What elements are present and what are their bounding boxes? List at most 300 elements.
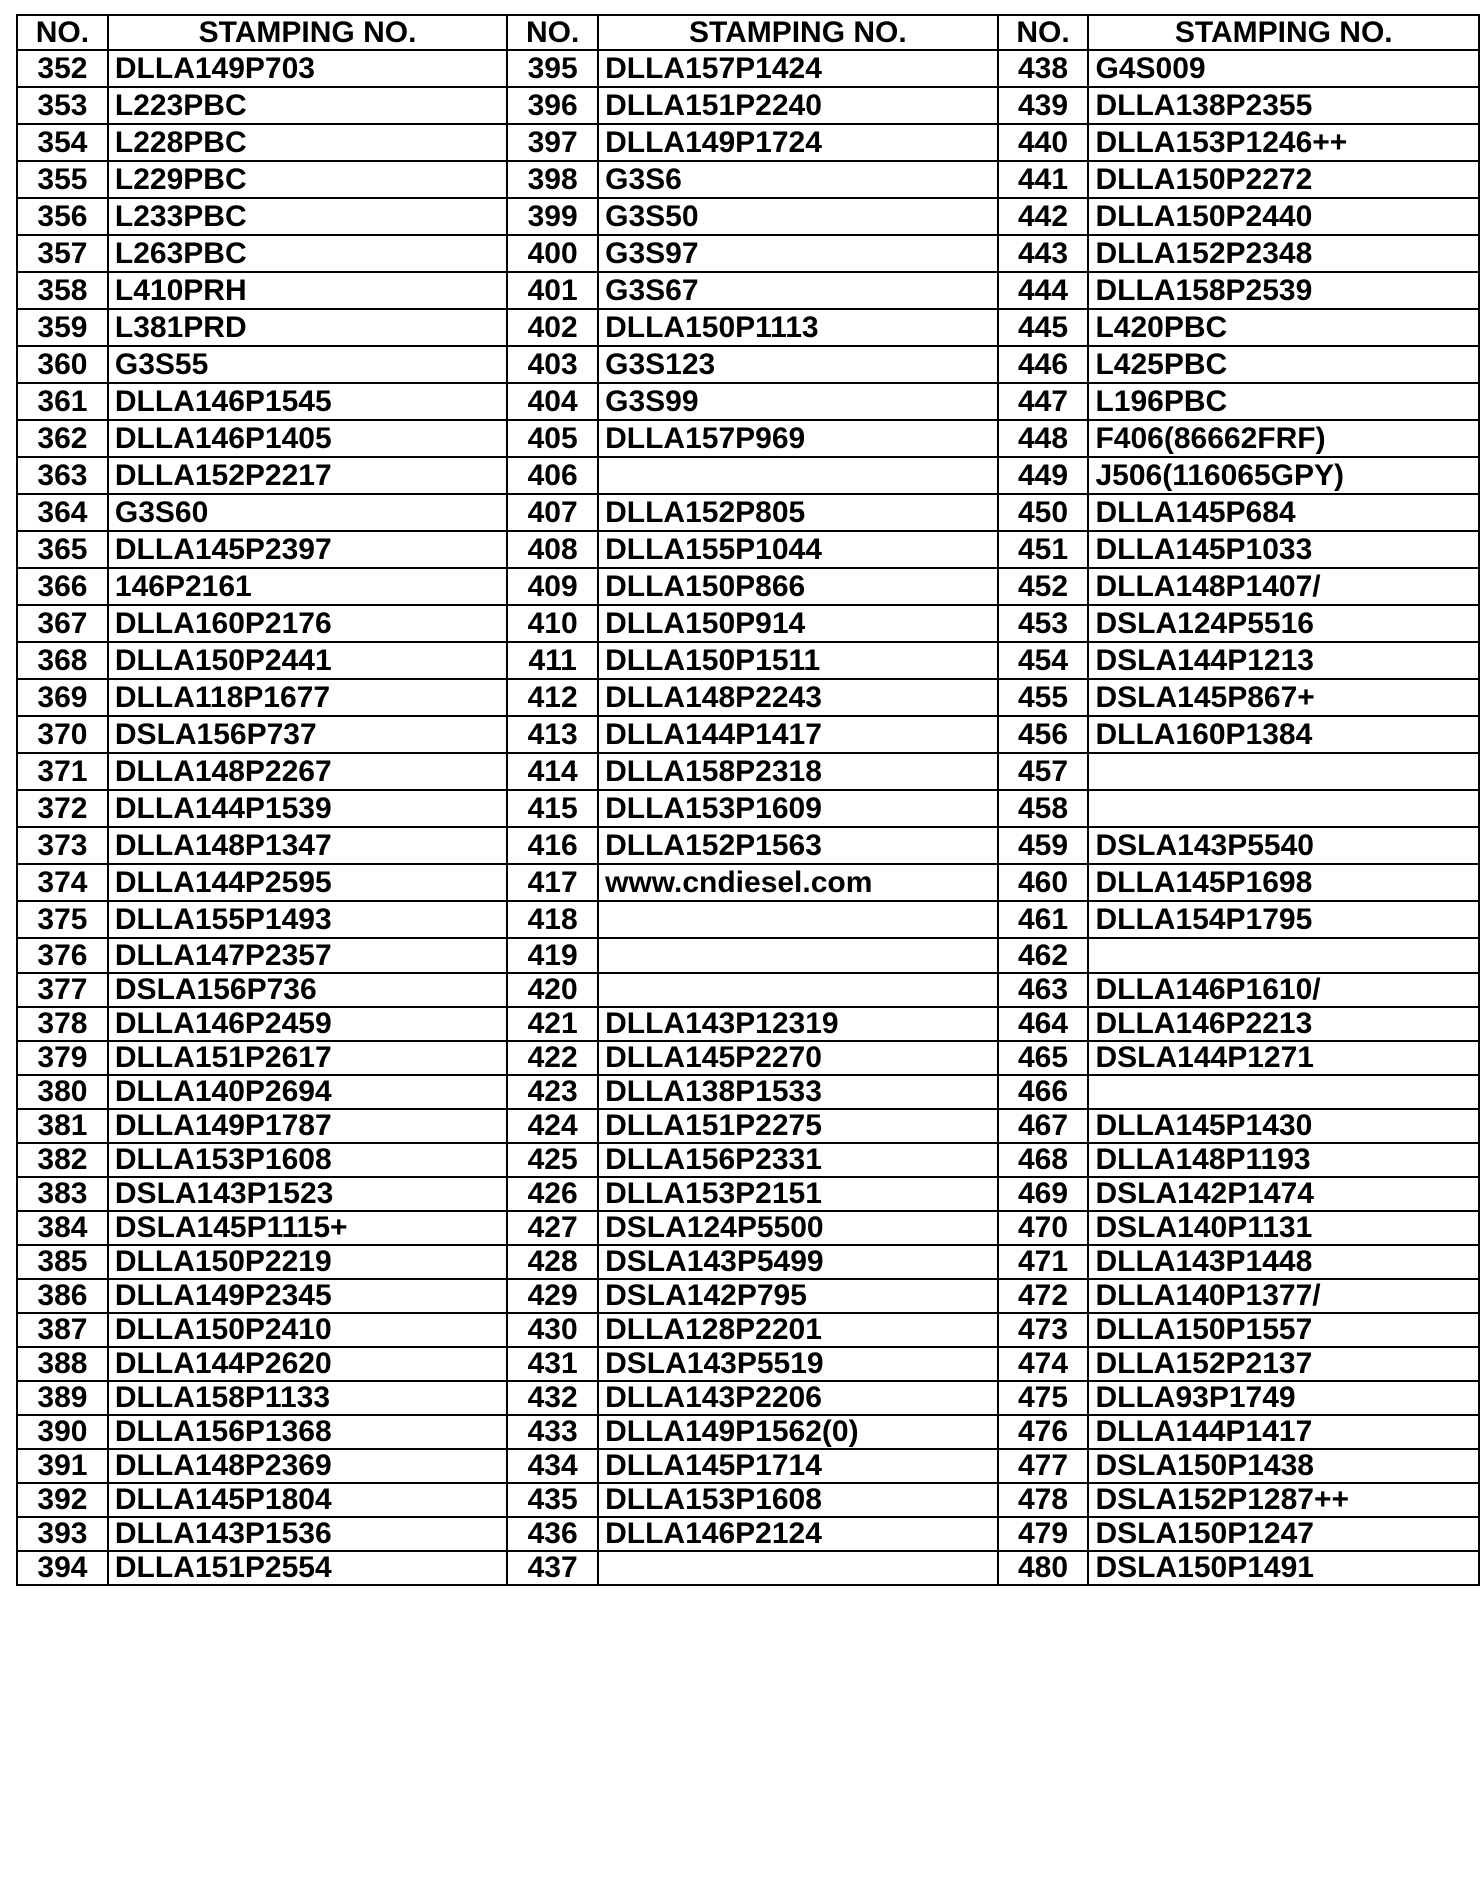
- row-number-cell: 461: [998, 901, 1089, 938]
- table-row: [17, 716, 1479, 753]
- row-number-cell: 378: [17, 1007, 108, 1041]
- stamping-number-cell: DLLA152P2348: [1088, 235, 1479, 272]
- row-number-cell: 455: [998, 679, 1089, 716]
- table-row: [17, 50, 1479, 87]
- stamping-number-cell: DLLA146P2124: [598, 1517, 997, 1551]
- table-row: [17, 494, 1479, 531]
- row-number-cell: 358: [17, 272, 108, 309]
- row-number-cell: 432: [507, 1381, 598, 1415]
- table-row: [17, 790, 1479, 827]
- row-number-cell: 444: [998, 272, 1089, 309]
- row-number-cell: 418: [507, 901, 598, 938]
- row-number-cell: 414: [507, 753, 598, 790]
- stamping-number-cell: DLLA156P1368: [108, 1415, 507, 1449]
- stamping-number-cell: DLLA150P1557: [1088, 1313, 1479, 1347]
- row-number-cell: 354: [17, 124, 108, 161]
- row-number-cell: 369: [17, 679, 108, 716]
- row-number-cell: 476: [998, 1415, 1089, 1449]
- stamping-number-cell: DLLA155P1044: [598, 531, 997, 568]
- row-number-cell: 417: [507, 864, 598, 901]
- row-number-cell: 360: [17, 346, 108, 383]
- row-number-cell: 407: [507, 494, 598, 531]
- stamping-number-cell: DSLA142P795: [598, 1279, 997, 1313]
- stamping-number-cell: DLLA143P2206: [598, 1381, 997, 1415]
- row-number-cell: 473: [998, 1313, 1089, 1347]
- row-number-cell: 372: [17, 790, 108, 827]
- stamping-number-cell: DLLA144P2620: [108, 1347, 507, 1381]
- stamping-number-cell: DSLA150P1247: [1088, 1517, 1479, 1551]
- row-number-cell: 480: [998, 1551, 1089, 1585]
- stamping-number-cell: DLLA153P1608: [598, 1483, 997, 1517]
- stamping-number-cell: DLLA148P1347: [108, 827, 507, 864]
- stamping-number-cell: DLLA150P2219: [108, 1245, 507, 1279]
- row-number-cell: 478: [998, 1483, 1089, 1517]
- stamping-number-cell: DLLA157P1424: [598, 50, 997, 87]
- table-row: [17, 235, 1479, 272]
- row-number-cell: 429: [507, 1279, 598, 1313]
- row-number-cell: 405: [507, 420, 598, 457]
- table-row: [17, 309, 1479, 346]
- row-number-cell: 380: [17, 1075, 108, 1109]
- stamping-number-cell: DLLA138P2355: [1088, 87, 1479, 124]
- stamping-number-cell: www.cndiesel.com: [598, 864, 997, 901]
- stamping-number-cell: DLLA148P1407/: [1088, 568, 1479, 605]
- row-number-cell: 382: [17, 1143, 108, 1177]
- row-number-cell: 462: [998, 938, 1089, 973]
- row-number-cell: 393: [17, 1517, 108, 1551]
- row-number-cell: 387: [17, 1313, 108, 1347]
- row-number-cell: 410: [507, 605, 598, 642]
- row-number-cell: 353: [17, 87, 108, 124]
- row-number-cell: 355: [17, 161, 108, 198]
- table-row: [17, 1245, 1479, 1279]
- header-stamping-no: STAMPING NO.: [1088, 15, 1479, 50]
- row-number-cell: 450: [998, 494, 1089, 531]
- stamping-number-cell: DLLA147P2357: [108, 938, 507, 973]
- stamping-number-cell: DLLA150P866: [598, 568, 997, 605]
- table-body: [17, 50, 1479, 1585]
- stamping-number-cell: G3S6: [598, 161, 997, 198]
- row-number-cell: 431: [507, 1347, 598, 1381]
- stamping-number-cell: J506(116065GPY): [1088, 457, 1479, 494]
- stamping-number-cell: DLLA146P2213: [1088, 1007, 1479, 1041]
- header-row: [17, 15, 1479, 50]
- row-number-cell: 366: [17, 568, 108, 605]
- stamping-number-cell: DLLA153P2151: [598, 1177, 997, 1211]
- table-row: [17, 1415, 1479, 1449]
- row-number-cell: 408: [507, 531, 598, 568]
- stamping-number-cell: [598, 973, 997, 1007]
- stamping-number-cell: DLLA143P12319: [598, 1007, 997, 1041]
- row-number-cell: 474: [998, 1347, 1089, 1381]
- table-row: [17, 1279, 1479, 1313]
- row-number-cell: 460: [998, 864, 1089, 901]
- stamping-number-cell: DLLA151P2554: [108, 1551, 507, 1585]
- stamping-number-cell: DSLA152P1287++: [1088, 1483, 1479, 1517]
- row-number-cell: 443: [998, 235, 1089, 272]
- table-row: [17, 1449, 1479, 1483]
- stamping-number-cell: L229PBC: [108, 161, 507, 198]
- table-row: [17, 383, 1479, 420]
- row-number-cell: 376: [17, 938, 108, 973]
- stamping-number-cell: DSLA150P1491: [1088, 1551, 1479, 1585]
- stamping-number-cell: DLLA153P1246++: [1088, 124, 1479, 161]
- row-number-cell: 446: [998, 346, 1089, 383]
- table-row: [17, 1551, 1479, 1585]
- stamping-number-cell: DLLA145P684: [1088, 494, 1479, 531]
- row-number-cell: 457: [998, 753, 1089, 790]
- table-row: [17, 827, 1479, 864]
- row-number-cell: 363: [17, 457, 108, 494]
- stamping-number-cell: DLLA156P2331: [598, 1143, 997, 1177]
- stamping-number-cell: DLLA150P2440: [1088, 198, 1479, 235]
- stamping-number-cell: DLLA152P2217: [108, 457, 507, 494]
- table-row: [17, 1177, 1479, 1211]
- stamping-number-cell: DLLA128P2201: [598, 1313, 997, 1347]
- stamping-number-cell: [598, 457, 997, 494]
- row-number-cell: 386: [17, 1279, 108, 1313]
- row-number-cell: 453: [998, 605, 1089, 642]
- stamping-number-cell: DSLA124P5500: [598, 1211, 997, 1245]
- row-number-cell: 413: [507, 716, 598, 753]
- stamping-number-cell: DSLA156P736: [108, 973, 507, 1007]
- row-number-cell: 383: [17, 1177, 108, 1211]
- table-row: [17, 1347, 1479, 1381]
- row-number-cell: 449: [998, 457, 1089, 494]
- stamping-number-cell: DLLA152P2137: [1088, 1347, 1479, 1381]
- row-number-cell: 433: [507, 1415, 598, 1449]
- stamping-number-cell: DLLA145P1430: [1088, 1109, 1479, 1143]
- row-number-cell: 377: [17, 973, 108, 1007]
- stamping-number-cell: DSLA140P1131: [1088, 1211, 1479, 1245]
- stamping-number-cell: DLLA146P2459: [108, 1007, 507, 1041]
- stamping-number-cell: G3S123: [598, 346, 997, 383]
- stamping-number-cell: DLLA145P1714: [598, 1449, 997, 1483]
- stamping-number-cell: F406(86662FRF): [1088, 420, 1479, 457]
- stamping-number-cell: L228PBC: [108, 124, 507, 161]
- stamping-number-cell: DLLA149P703: [108, 50, 507, 87]
- stamping-number-cell: DLLA151P2240: [598, 87, 997, 124]
- row-number-cell: 367: [17, 605, 108, 642]
- table-row: [17, 642, 1479, 679]
- header-no: NO.: [17, 15, 108, 50]
- row-number-cell: 434: [507, 1449, 598, 1483]
- stamping-number-cell: DLLA140P1377/: [1088, 1279, 1479, 1313]
- table-row: [17, 272, 1479, 309]
- table-row: [17, 605, 1479, 642]
- stamping-number-cell: L196PBC: [1088, 383, 1479, 420]
- row-number-cell: 370: [17, 716, 108, 753]
- table-row: [17, 938, 1479, 973]
- stamping-number-cell: DSLA143P5519: [598, 1347, 997, 1381]
- row-number-cell: 352: [17, 50, 108, 87]
- stamping-number-cell: DLLA160P2176: [108, 605, 507, 642]
- row-number-cell: 362: [17, 420, 108, 457]
- table-row: [17, 124, 1479, 161]
- row-number-cell: 411: [507, 642, 598, 679]
- table-row: [17, 1517, 1479, 1551]
- table-row: [17, 161, 1479, 198]
- table-row: [17, 1007, 1479, 1041]
- table-row: [17, 420, 1479, 457]
- stamping-number-cell: [598, 1551, 997, 1585]
- stamping-number-cell: DLLA158P1133: [108, 1381, 507, 1415]
- stamping-number-cell: L410PRH: [108, 272, 507, 309]
- row-number-cell: 412: [507, 679, 598, 716]
- row-number-cell: 389: [17, 1381, 108, 1415]
- stamping-number-cell: DLLA150P1511: [598, 642, 997, 679]
- header-no: NO.: [507, 15, 598, 50]
- row-number-cell: 381: [17, 1109, 108, 1143]
- row-number-cell: 439: [998, 87, 1089, 124]
- row-number-cell: 419: [507, 938, 598, 973]
- row-number-cell: 469: [998, 1177, 1089, 1211]
- row-number-cell: 399: [507, 198, 598, 235]
- row-number-cell: 458: [998, 790, 1089, 827]
- stamping-number-cell: DLLA150P2441: [108, 642, 507, 679]
- table-row: [17, 568, 1479, 605]
- stamping-number-cell: DLLA153P1608: [108, 1143, 507, 1177]
- stamping-number-cell: [1088, 753, 1479, 790]
- row-number-cell: 425: [507, 1143, 598, 1177]
- row-number-cell: 361: [17, 383, 108, 420]
- stamping-number-cell: DLLA157P969: [598, 420, 997, 457]
- table-row: [17, 1483, 1479, 1517]
- row-number-cell: 479: [998, 1517, 1089, 1551]
- row-number-cell: 438: [998, 50, 1089, 87]
- row-number-cell: 400: [507, 235, 598, 272]
- stamping-number-cell: DLLA152P805: [598, 494, 997, 531]
- stamping-number-cell: [1088, 790, 1479, 827]
- stamping-number-cell: DLLA144P1417: [598, 716, 997, 753]
- stamping-number-cell: DLLA150P2410: [108, 1313, 507, 1347]
- row-number-cell: 409: [507, 568, 598, 605]
- stamping-number-cell: DSLA156P737: [108, 716, 507, 753]
- row-number-cell: 475: [998, 1381, 1089, 1415]
- stamping-number-cell: DLLA144P1417: [1088, 1415, 1479, 1449]
- row-number-cell: 388: [17, 1347, 108, 1381]
- table-row: [17, 753, 1479, 790]
- stamping-number-cell: [1088, 938, 1479, 973]
- row-number-cell: 435: [507, 1483, 598, 1517]
- stamping-number-cell: DLLA150P1113: [598, 309, 997, 346]
- row-number-cell: 424: [507, 1109, 598, 1143]
- stamping-number-cell: DLLA150P2272: [1088, 161, 1479, 198]
- row-number-cell: 396: [507, 87, 598, 124]
- row-number-cell: 404: [507, 383, 598, 420]
- stamping-number-cell: DLLA143P1536: [108, 1517, 507, 1551]
- stamping-number-cell: DLLA158P2318: [598, 753, 997, 790]
- row-number-cell: 437: [507, 1551, 598, 1585]
- stamping-number-cell: DLLA145P1804: [108, 1483, 507, 1517]
- row-number-cell: 375: [17, 901, 108, 938]
- header-no: NO.: [998, 15, 1089, 50]
- stamping-number-cell: DLLA93P1749: [1088, 1381, 1479, 1415]
- stamping-number-cell: DLLA143P1448: [1088, 1245, 1479, 1279]
- row-number-cell: 385: [17, 1245, 108, 1279]
- stamping-number-cell: DLLA140P2694: [108, 1075, 507, 1109]
- stamping-number-cell: DLLA151P2275: [598, 1109, 997, 1143]
- row-number-cell: 423: [507, 1075, 598, 1109]
- stamping-number-cell: DLLA145P1033: [1088, 531, 1479, 568]
- row-number-cell: 445: [998, 309, 1089, 346]
- stamping-number-cell: [598, 938, 997, 973]
- row-number-cell: 463: [998, 973, 1089, 1007]
- stamping-number-cell: G4S009: [1088, 50, 1479, 87]
- stamping-number-cell: DLLA149P1724: [598, 124, 997, 161]
- row-number-cell: 427: [507, 1211, 598, 1245]
- table-row: [17, 457, 1479, 494]
- table-row: [17, 973, 1479, 1007]
- stamping-number-cell: DLLA138P1533: [598, 1075, 997, 1109]
- table-row: [17, 1143, 1479, 1177]
- row-number-cell: 397: [507, 124, 598, 161]
- stamping-number-cell: [598, 901, 997, 938]
- row-number-cell: 422: [507, 1041, 598, 1075]
- stamping-number-cell: G3S60: [108, 494, 507, 531]
- row-number-cell: 394: [17, 1551, 108, 1585]
- stamping-number-cell: DLLA150P914: [598, 605, 997, 642]
- row-number-cell: 420: [507, 973, 598, 1007]
- table-row: [17, 1211, 1479, 1245]
- stamping-number-cell: DLLA144P2595: [108, 864, 507, 901]
- table-row: [17, 346, 1479, 383]
- row-number-cell: 430: [507, 1313, 598, 1347]
- row-number-cell: 384: [17, 1211, 108, 1245]
- stamping-number-cell: DSLA143P5499: [598, 1245, 997, 1279]
- stamping-number-cell: 146P2161: [108, 568, 507, 605]
- stamping-number-cell: G3S97: [598, 235, 997, 272]
- table-row: [17, 1313, 1479, 1347]
- stamping-number-cell: DLLA154P1795: [1088, 901, 1479, 938]
- header-stamping-no: STAMPING NO.: [108, 15, 507, 50]
- row-number-cell: 374: [17, 864, 108, 901]
- stamping-number-cell: DLLA149P1787: [108, 1109, 507, 1143]
- stamping-number-cell: DLLA145P2270: [598, 1041, 997, 1075]
- stamping-number-cell: L381PRD: [108, 309, 507, 346]
- stamping-number-cell: DSLA150P1438: [1088, 1449, 1479, 1483]
- row-number-cell: 470: [998, 1211, 1089, 1245]
- table-row: [17, 679, 1479, 716]
- row-number-cell: 357: [17, 235, 108, 272]
- stamping-number-cell: DSLA145P867+: [1088, 679, 1479, 716]
- table-row: [17, 864, 1479, 901]
- row-number-cell: 415: [507, 790, 598, 827]
- table-row: [17, 1041, 1479, 1075]
- stamping-number-cell: G3S67: [598, 272, 997, 309]
- stamping-number-cell: DLLA148P2267: [108, 753, 507, 790]
- stamping-number-cell: DSLA143P5540: [1088, 827, 1479, 864]
- stamping-number-cell: L263PBC: [108, 235, 507, 272]
- row-number-cell: 447: [998, 383, 1089, 420]
- table-row: [17, 198, 1479, 235]
- row-number-cell: 426: [507, 1177, 598, 1211]
- table-row: [17, 901, 1479, 938]
- row-number-cell: 471: [998, 1245, 1089, 1279]
- stamping-number-cell: [1088, 1075, 1479, 1109]
- stamping-number-cell: DLLA146P1405: [108, 420, 507, 457]
- stamping-number-cell: L233PBC: [108, 198, 507, 235]
- table-row: [17, 531, 1479, 568]
- row-number-cell: 448: [998, 420, 1089, 457]
- stamping-number-cell: DLLA152P1563: [598, 827, 997, 864]
- table-row: [17, 1075, 1479, 1109]
- stamping-number-cell: DLLA151P2617: [108, 1041, 507, 1075]
- row-number-cell: 395: [507, 50, 598, 87]
- stamping-number-cell: DLLA148P1193: [1088, 1143, 1479, 1177]
- stamping-number-cell: L223PBC: [108, 87, 507, 124]
- stamping-number-cell: DLLA148P2243: [598, 679, 997, 716]
- row-number-cell: 392: [17, 1483, 108, 1517]
- row-number-cell: 371: [17, 753, 108, 790]
- row-number-cell: 398: [507, 161, 598, 198]
- row-number-cell: 451: [998, 531, 1089, 568]
- row-number-cell: 464: [998, 1007, 1089, 1041]
- row-number-cell: 441: [998, 161, 1089, 198]
- table-row: [17, 1109, 1479, 1143]
- stamping-number-cell: DSLA144P1271: [1088, 1041, 1479, 1075]
- stamping-number-cell: DLLA144P1539: [108, 790, 507, 827]
- row-number-cell: 452: [998, 568, 1089, 605]
- stamping-number-cell: DSLA144P1213: [1088, 642, 1479, 679]
- row-number-cell: 368: [17, 642, 108, 679]
- header-stamping-no: STAMPING NO.: [598, 15, 997, 50]
- row-number-cell: 465: [998, 1041, 1089, 1075]
- stamping-number-cell: L425PBC: [1088, 346, 1479, 383]
- row-number-cell: 359: [17, 309, 108, 346]
- stamping-number-cell: DLLA146P1545: [108, 383, 507, 420]
- row-number-cell: 403: [507, 346, 598, 383]
- stamping-number-cell: DLLA145P1698: [1088, 864, 1479, 901]
- row-number-cell: 364: [17, 494, 108, 531]
- stamping-number-cell: G3S55: [108, 346, 507, 383]
- row-number-cell: 379: [17, 1041, 108, 1075]
- stamping-number-cell: DLLA145P2397: [108, 531, 507, 568]
- stamping-number-cell: DLLA160P1384: [1088, 716, 1479, 753]
- stamping-number-cell: DLLA148P2369: [108, 1449, 507, 1483]
- stamping-number-cell: DLLA155P1493: [108, 901, 507, 938]
- row-number-cell: 456: [998, 716, 1089, 753]
- row-number-cell: 442: [998, 198, 1089, 235]
- table-row: [17, 87, 1479, 124]
- row-number-cell: 454: [998, 642, 1089, 679]
- row-number-cell: 416: [507, 827, 598, 864]
- stamping-table: [16, 14, 1480, 1586]
- row-number-cell: 466: [998, 1075, 1089, 1109]
- row-number-cell: 421: [507, 1007, 598, 1041]
- stamping-number-cell: G3S50: [598, 198, 997, 235]
- row-number-cell: 459: [998, 827, 1089, 864]
- stamping-number-cell: DSLA124P5516: [1088, 605, 1479, 642]
- row-number-cell: 356: [17, 198, 108, 235]
- stamping-number-cell: G3S99: [598, 383, 997, 420]
- stamping-number-cell: DSLA143P1523: [108, 1177, 507, 1211]
- row-number-cell: 391: [17, 1449, 108, 1483]
- row-number-cell: 428: [507, 1245, 598, 1279]
- row-number-cell: 401: [507, 272, 598, 309]
- row-number-cell: 365: [17, 531, 108, 568]
- stamping-number-cell: DLLA158P2539: [1088, 272, 1479, 309]
- stamping-number-cell: DLLA153P1609: [598, 790, 997, 827]
- stamping-number-cell: DSLA145P1115+: [108, 1211, 507, 1245]
- row-number-cell: 436: [507, 1517, 598, 1551]
- stamping-number-cell: DLLA149P2345: [108, 1279, 507, 1313]
- stamping-number-cell: DSLA142P1474: [1088, 1177, 1479, 1211]
- table-row: [17, 1381, 1479, 1415]
- stamping-number-cell: DLLA118P1677: [108, 679, 507, 716]
- stamping-number-cell: L420PBC: [1088, 309, 1479, 346]
- row-number-cell: 402: [507, 309, 598, 346]
